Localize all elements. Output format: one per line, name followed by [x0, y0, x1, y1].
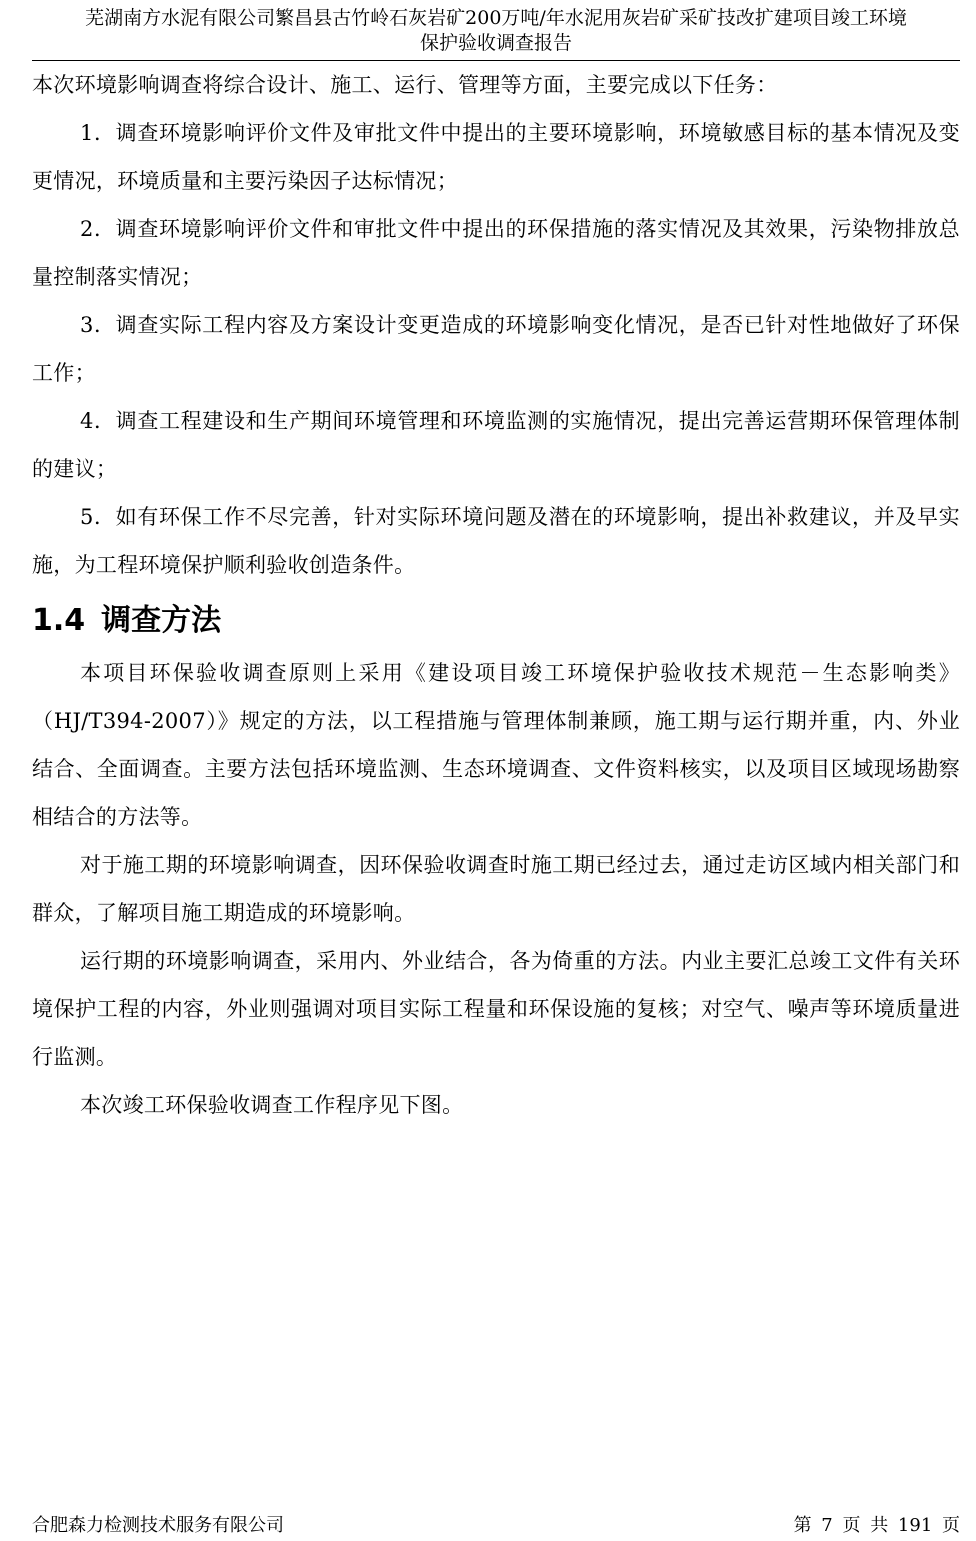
method-paragraph-3: 运行期的环境影响调查，采用内、外业结合，各为倚重的方法。内业主要汇总竣工文件有关环境保护工程的内容，外业则强调对项目实际工程量和环保设施的复核；对空气、噪声等环境质量进行监测。: [32, 949, 960, 1069]
task-item-2: 2．调查环境影响评价文件和审批文件中提出的环保措施的落实情况及其效果，污染物排放总量控制落实情况；: [32, 217, 960, 289]
task-item-4: 4．调查工程建设和生产期间环境管理和环境监测的实施情况，提出完善运营期环保管理体制的建议；: [32, 409, 960, 481]
task-item-5: 5．如有环保工作不尽完善，针对实际环境问题及潜在的环境影响，提出补救建议，并及早实施，为工程环境保护顺利验收创造条件。: [32, 505, 960, 577]
section-title: 调查方法: [101, 603, 222, 638]
intro-paragraph: 本次环境影响调查将综合设计、施工、运行、管理等方面，主要完成以下任务：: [32, 73, 778, 97]
page-body: [32, 61, 960, 1129]
page-header: [32, 6, 960, 56]
method-paragraph-4: 本次竣工环保验收调查工作程序见下图。: [80, 1093, 464, 1117]
method-paragraph-2: 对于施工期的环境影响调查，因环保验收调查时施工期已经过去，通过走访区域内相关部门和群众，了解项目施工期造成的环境影响。: [32, 853, 960, 925]
footer-company: 合肥森力检测技术服务有限公司: [32, 1515, 284, 1536]
header-title-line-1: 芜湖南方水泥有限公司繁昌县古竹岭石灰岩矿200万吨/年水泥用灰岩矿采矿技改扩建项目竣工环境: [85, 7, 907, 29]
footer-page-number: 第 7 页 共 191 页: [793, 1515, 960, 1536]
task-item-3: 3．调查实际工程内容及方案设计变更造成的环境影响变化情况，是否已针对性地做好了环保工作；: [32, 313, 960, 385]
method-paragraph-1: 本项目环保验收调查原则上采用《建设项目竣工环境保护验收技术规范－生态影响类》（HJ/T394-2007）》规定的方法，以工程措施与管理体制兼顾，施工期与运行期并重，内、外业结合、全面调查。主要方法包括环境监测、生态环境调查、文件资料核实，以及项目区域现场勘察相结合的方法等。: [32, 661, 960, 829]
header-title-line-2: 保护验收调查报告: [419, 32, 572, 54]
section-number: 1.4: [32, 603, 86, 638]
task-item-1: 1．调查环境影响评价文件及审批文件中提出的主要环境影响，环境敏感目标的基本情况及变更情况，环境质量和主要污染因子达标情况；: [32, 121, 960, 193]
section-heading: [32, 595, 960, 647]
